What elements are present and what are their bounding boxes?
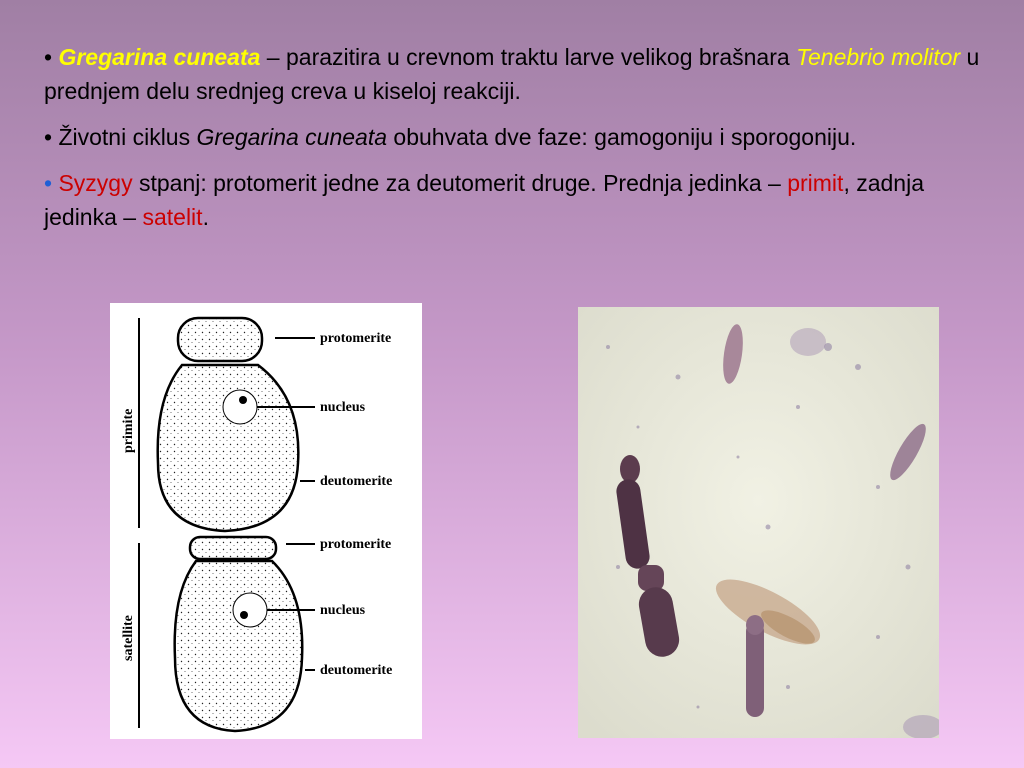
paragraph-2 xyxy=(44,120,984,154)
p3-text-3: . xyxy=(202,204,209,230)
satellite-protomerite xyxy=(190,537,276,559)
syzygy-term: Syzygy xyxy=(58,170,133,196)
gregarine-diagram xyxy=(110,303,422,739)
bullet-blue: • xyxy=(44,170,53,196)
micrograph-photo xyxy=(578,307,939,738)
primite-deutomerite xyxy=(158,365,299,531)
host-name: Tenebrio molitor xyxy=(796,44,961,70)
primite-nucleus xyxy=(223,390,257,424)
slide-text xyxy=(44,40,984,246)
species-name: Gregarina cuneata xyxy=(58,44,261,70)
paragraph-1 xyxy=(44,40,984,108)
label-protomerite: protomerite xyxy=(320,537,392,552)
p3-text-2: , zadnja jedinka – xyxy=(44,170,924,230)
satellite-label: satellite xyxy=(121,615,136,661)
primite-nucleolus xyxy=(239,396,247,404)
label-deutomerite: deutomerite xyxy=(320,474,393,489)
primite-protomerite xyxy=(178,318,262,361)
p2-text-1: Životni ciklus xyxy=(58,124,197,150)
primite-label: primite xyxy=(121,408,136,453)
bullet: • xyxy=(44,124,53,150)
label-nucleus: nucleus xyxy=(320,400,366,415)
satellite-nucleolus xyxy=(240,611,248,619)
p1-text-2: u prednjem delu srednjeg creva u kiseloj reakciji. xyxy=(44,44,980,104)
label-nucleus: nucleus xyxy=(320,603,366,618)
satelit-term: satelit xyxy=(142,204,203,230)
p1-text-1: – parazitira u crevnom traktu larve velikog brašnara xyxy=(260,44,797,70)
satellite-nucleus xyxy=(233,593,267,627)
paragraph-3 xyxy=(44,166,984,234)
label-protomerite: protomerite xyxy=(320,331,392,346)
species-name-2: Gregarina cuneata xyxy=(196,124,388,150)
p2-text-2: obuhvata dve faze: gamogoniju i sporogoniju. xyxy=(387,124,857,150)
primit-term: primit xyxy=(787,170,844,196)
bullet: • xyxy=(44,44,53,70)
p3-text-1: stpanj: protomerit jedne za deutomerit druge. Prednja jedinka – xyxy=(132,170,788,196)
satellite-deutomerite xyxy=(175,561,303,731)
label-deutomerite: deutomerite xyxy=(320,663,393,678)
